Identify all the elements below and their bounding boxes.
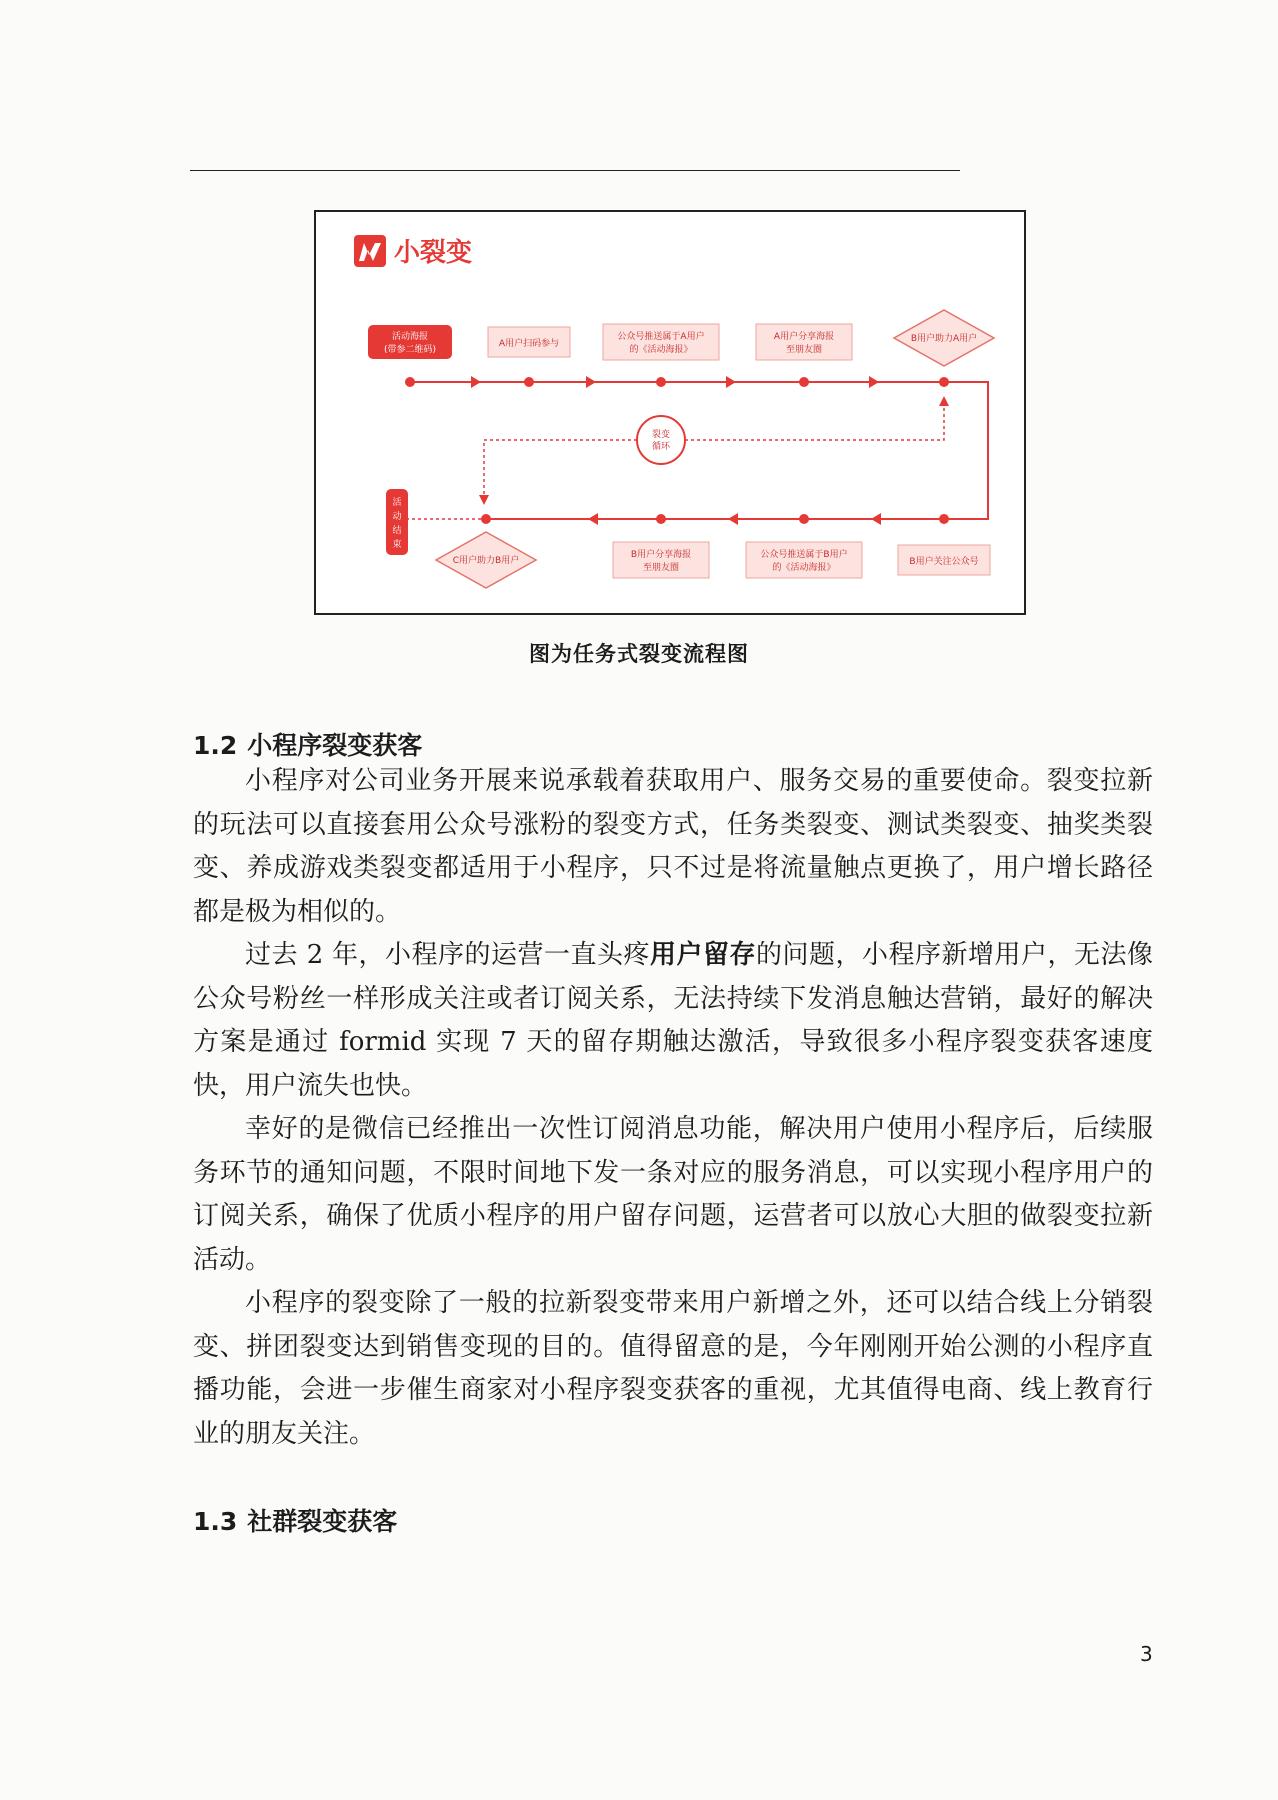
top-dot-3 — [656, 377, 666, 387]
section-title: 社群裂变获客 — [247, 1507, 398, 1536]
section-number: 1.3 — [193, 1507, 238, 1536]
paragraph-text: 的问题，小程序新增用户，无法像公众号粉丝一样形成关注或者订阅关系，无法持续下发消息触达营销，最好的解决方案是通过 formid 实现 7 天的留存期触达激活，导致很多小程序裂变获客速度快，用户流失也快。 — [193, 940, 1153, 1101]
paragraph: 小程序对公司业务开展来说承载着获取用户、服务交易的重要使命。裂变拉新的玩法可以直接套用公众号涨粉的裂变方式，任务类裂变、测试类裂变、抽奖类裂变、养成游戏类裂变都适用于小程序，只不过是将流量触点更换了，用户增长路径都是极为相似的。 — [193, 766, 1153, 927]
node-b-share-label-2: 至朋友圈 — [642, 563, 680, 573]
right-connector — [944, 382, 988, 519]
node-b-follow-label: B用户关注公众号 — [909, 557, 979, 567]
header-rule — [190, 170, 960, 171]
bottom-arrow-1 — [871, 513, 881, 525]
flowchart-diagram — [316, 212, 1028, 617]
bottom-dot-3 — [656, 514, 666, 524]
node-push-a-label-2: 的《活动海报》 — [629, 345, 693, 355]
node-start-label-2: (带参二维码) — [383, 345, 437, 355]
loop-label-1: 裂变 — [651, 430, 671, 440]
node-a-share-label-2: 至朋友圈 — [785, 345, 823, 355]
fission-logo-icon — [354, 235, 386, 267]
loop-left-arrow — [479, 495, 489, 505]
node-c-help-b-label: C用户助力B用户 — [452, 556, 520, 566]
node-a-share-label-1: A用户分享海报 — [773, 332, 835, 342]
loop-right-arrow — [939, 396, 949, 406]
node-a-scan-label: A用户扫码参与 — [498, 339, 560, 349]
brand-logo — [354, 232, 472, 269]
top-arrow-1 — [471, 376, 481, 388]
node-end-label-2: 动 — [392, 512, 402, 522]
node-start-label-1: 活动海报 — [391, 332, 429, 342]
section-heading-1-2 — [193, 726, 422, 762]
section-heading-1-3 — [193, 1502, 397, 1538]
brand-name: 小裂变 — [394, 238, 473, 268]
bottom-dot-4 — [481, 514, 491, 524]
page-number: 3 — [1140, 1642, 1153, 1666]
node-push-b-label-2: 的《活动海报》 — [772, 563, 836, 573]
loop-right-path — [661, 402, 944, 440]
bottom-dot-2 — [799, 514, 809, 524]
paragraph — [193, 934, 1153, 1108]
flowchart-figure — [314, 210, 1026, 615]
paragraph: 小程序的裂变除了一般的拉新裂变带来用户新增之外，还可以结合线上分销裂变、拼团裂变达到销售变现的目的。值得留意的是，今年刚刚开始公测的小程序直播功能，会进一步催生商家对小程序裂变获客的重视，尤其值得电商、线上教育行业的朋友关注。 — [193, 1288, 1153, 1449]
paragraph-text: 过去 2 年，小程序的运营一直头疼 — [245, 940, 651, 970]
paragraph-emphasis: 用户留存 — [650, 940, 757, 970]
node-push-b-label-1: 公众号推送属于B用户 — [760, 550, 848, 560]
section-title: 小程序裂变获客 — [247, 731, 423, 760]
node-end-label-4: 束 — [392, 540, 402, 550]
body-text — [193, 760, 1153, 1456]
bottom-arrow-3 — [588, 513, 598, 525]
loop-left-path — [484, 440, 661, 502]
bottom-dot-1 — [939, 514, 949, 524]
top-dot-2 — [524, 377, 534, 387]
top-dot-4 — [799, 377, 809, 387]
top-arrow-3 — [726, 376, 736, 388]
top-arrow-4 — [869, 376, 879, 388]
top-dot-1 — [405, 377, 415, 387]
loop-label-2: 循环 — [651, 442, 671, 452]
section-number: 1.2 — [193, 731, 238, 760]
bottom-arrow-2 — [728, 513, 738, 525]
loop-circle — [637, 416, 685, 464]
figure-caption: 图为任务式裂变流程图 — [529, 642, 749, 666]
paragraph: 幸好的是微信已经推出一次性订阅消息功能，解决用户使用小程序后，后续服务环节的通知问题，不限时间地下发一条对应的服务消息，可以实现小程序用户的订阅关系，确保了优质小程序的用户留存问题，运营者可以放心大胆的做裂变拉新活动。 — [193, 1114, 1153, 1275]
top-arrow-2 — [586, 376, 596, 388]
node-end-label-3: 结 — [392, 526, 402, 536]
node-push-a-label-1: 公众号推送属于A用户 — [617, 332, 705, 342]
node-end-label-1: 活 — [392, 498, 402, 508]
node-b-share-label-1: B用户分享海报 — [630, 550, 692, 560]
node-b-help-a-label: B用户助力A用户 — [910, 334, 978, 344]
